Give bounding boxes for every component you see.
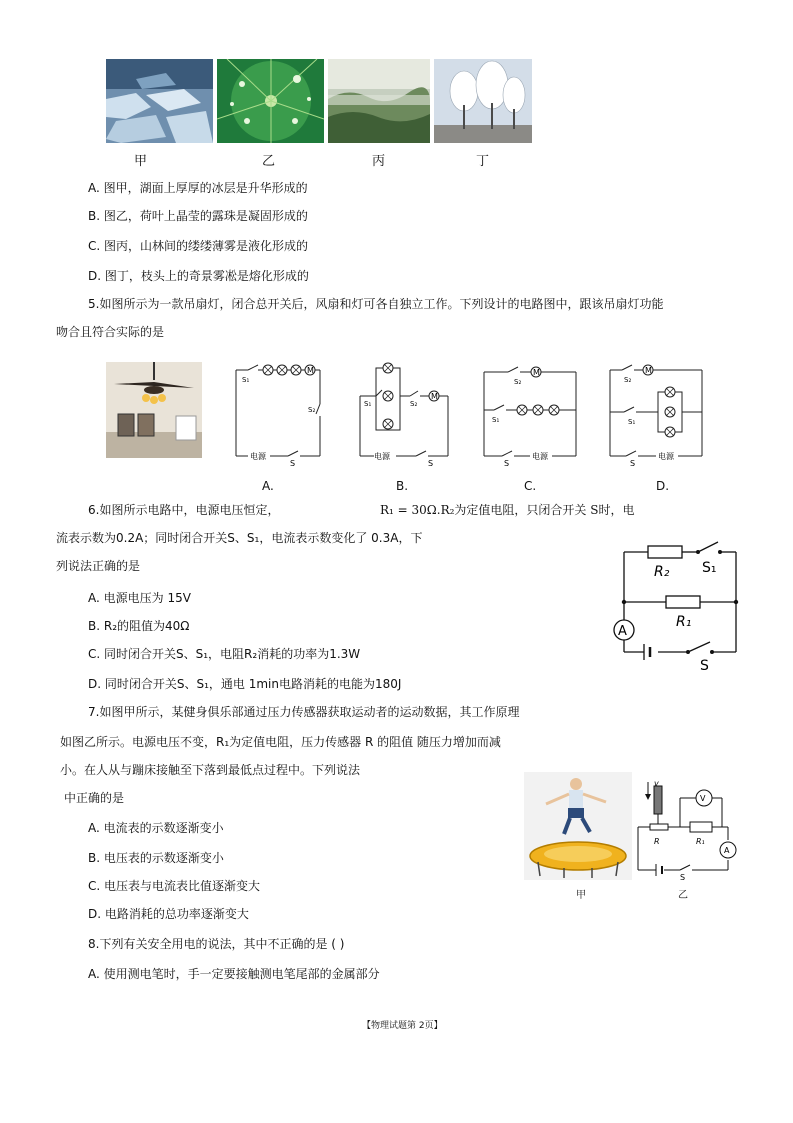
photo-label-bing: 丙 — [372, 154, 386, 169]
q4-option-c: C. 图丙，山林间的缕缕薄雾是液化形成的 — [88, 239, 309, 253]
q6-stem-line3: 列说法正确的是 — [56, 559, 141, 573]
svg-text:S: S — [680, 873, 686, 880]
photo-label-ding: 丁 — [476, 154, 490, 169]
q5-label-d: D. — [656, 479, 670, 493]
svg-text:M: M — [431, 392, 438, 401]
svg-text:电源: 电源 — [532, 452, 548, 461]
svg-text:S: S — [630, 459, 636, 466]
q5-label-b: B. — [396, 479, 409, 493]
q7-stem-line4: 中正确的是 — [64, 791, 125, 805]
q7-option-d: D. 电路消耗的总功率逐渐变大 — [88, 907, 249, 921]
svg-text:S₁: S₁ — [492, 416, 500, 424]
q6-circuit-figure — [606, 540, 746, 674]
q5-stem-line1: 5.如图所示为一款吊扇灯，闭合总开关后，风扇和灯可各自独立工作。下列设计的电路图中，跟该吊扇灯功能 — [88, 297, 664, 311]
svg-text:S₁: S₁ — [702, 560, 717, 576]
q5-circuit-b — [352, 360, 456, 466]
svg-text:S₂: S₂ — [308, 406, 316, 414]
q5-label-a: A. — [262, 479, 274, 493]
svg-text:A: A — [724, 846, 730, 855]
photo-misty-forest — [328, 59, 430, 143]
photo-lotus-dew — [217, 59, 324, 143]
svg-text:R₁: R₁ — [676, 614, 692, 630]
svg-text:电源: 电源 — [658, 452, 674, 461]
q6-option-a: A. 电源电压为 15V — [88, 591, 191, 605]
svg-text:电源: 电源 — [374, 452, 390, 461]
q7-sensor-circuit-figure — [636, 776, 746, 880]
q7-fig-label-jia: 甲 — [576, 890, 586, 901]
svg-text:A: A — [618, 624, 627, 639]
photo-ice-lake — [106, 59, 213, 143]
photo-label-yi: 乙 — [262, 154, 276, 169]
q6-option-c: C. 同时闭合开关S、S₁，电阻R₂消耗的功率为1.3W — [88, 647, 361, 661]
svg-text:R: R — [654, 837, 660, 846]
q7-option-c: C. 电压表与电流表比值逐渐变大 — [88, 879, 261, 893]
q6-option-d: D. 同时闭合开关S、S₁，通电 1min电路消耗的电能为180J — [88, 677, 402, 691]
q6-stem-line1a: 6.如图所示电路中，电源电压恒定， — [88, 503, 280, 517]
svg-text:S₁: S₁ — [628, 418, 636, 426]
q5-circuit-a — [228, 360, 328, 466]
svg-text:S: S — [428, 459, 434, 466]
svg-text:电源: 电源 — [250, 452, 266, 461]
page-footer: 【物理试题第 2页】 — [362, 1021, 443, 1031]
q8-stem: 8.下列有关安全用电的说法，其中不正确的是 ( ) — [88, 937, 345, 951]
q7-fig-label-yi: 乙 — [678, 890, 688, 901]
q5-circuit-d — [604, 360, 708, 466]
q7-option-a: A. 电流表的示数逐渐变小 — [88, 821, 224, 835]
svg-text:S: S — [700, 658, 709, 674]
q4-option-b: B. 图乙，荷叶上晶莹的露珠是凝固形成的 — [88, 209, 308, 223]
q7-stem-line1: 7.如图甲所示，某健身俱乐部通过压力传感器获取运动者的运动数据，其工作原理 — [88, 705, 520, 719]
q4-option-d: D. 图丁，枝头上的奇景雾凇是熔化形成的 — [88, 269, 309, 283]
q7-stem-line2: 如图乙所示。电源电压不变，R₁为定值电阻，压力传感器 R 的阻值 随压力增加而减 — [60, 735, 501, 749]
q7-option-b: B. 电压表的示数逐渐变小 — [88, 851, 224, 865]
q6-stem-line2: 流表示数为0.2A；同时闭合开关S、S₁，电流表示数变化了 0.3A，下 — [56, 531, 423, 545]
q7-stem-line3: 小。在人从与蹦床接触至下落到最低点过程中。下列说法 — [60, 763, 361, 777]
q8-option-a: A. 使用测电笔时，手一定要接触测电笔尾部的金属部分 — [88, 967, 380, 981]
q5-stem-line2: 吻合且符合实际的是 — [56, 325, 165, 339]
q5-circuit-c — [478, 360, 582, 466]
svg-text:M: M — [307, 366, 314, 375]
svg-text:V: V — [700, 794, 706, 803]
svg-text:R₂: R₂ — [654, 564, 670, 580]
svg-text:S: S — [290, 459, 296, 466]
svg-text:S₁: S₁ — [242, 376, 250, 384]
q7-trampoline-figure — [524, 772, 632, 880]
q4-option-a: A. 图甲，湖面上厚厚的冰层是升华形成的 — [88, 181, 308, 195]
svg-text:M: M — [645, 366, 652, 375]
svg-text:v: v — [654, 779, 659, 788]
ceiling-fan-lamp-photo — [106, 362, 202, 458]
svg-text:S₂: S₂ — [514, 378, 522, 386]
svg-text:M: M — [533, 368, 540, 377]
q6-option-b: B. R₂的阻值为40Ω — [88, 619, 190, 633]
svg-text:R₁: R₁ — [696, 837, 705, 846]
photo-rime-trees — [434, 59, 532, 143]
q5-label-c: C. — [524, 479, 537, 493]
svg-text:S₁: S₁ — [364, 400, 372, 408]
svg-text:S₂: S₂ — [624, 376, 632, 384]
photo-label-jia: 甲 — [134, 154, 148, 169]
svg-text:S: S — [504, 459, 510, 466]
svg-text:S₂: S₂ — [410, 400, 418, 408]
q6-stem-line1b: R₁ = 30Ω.R₂为定值电阻，只闭合开关 S时，电 — [380, 503, 635, 517]
